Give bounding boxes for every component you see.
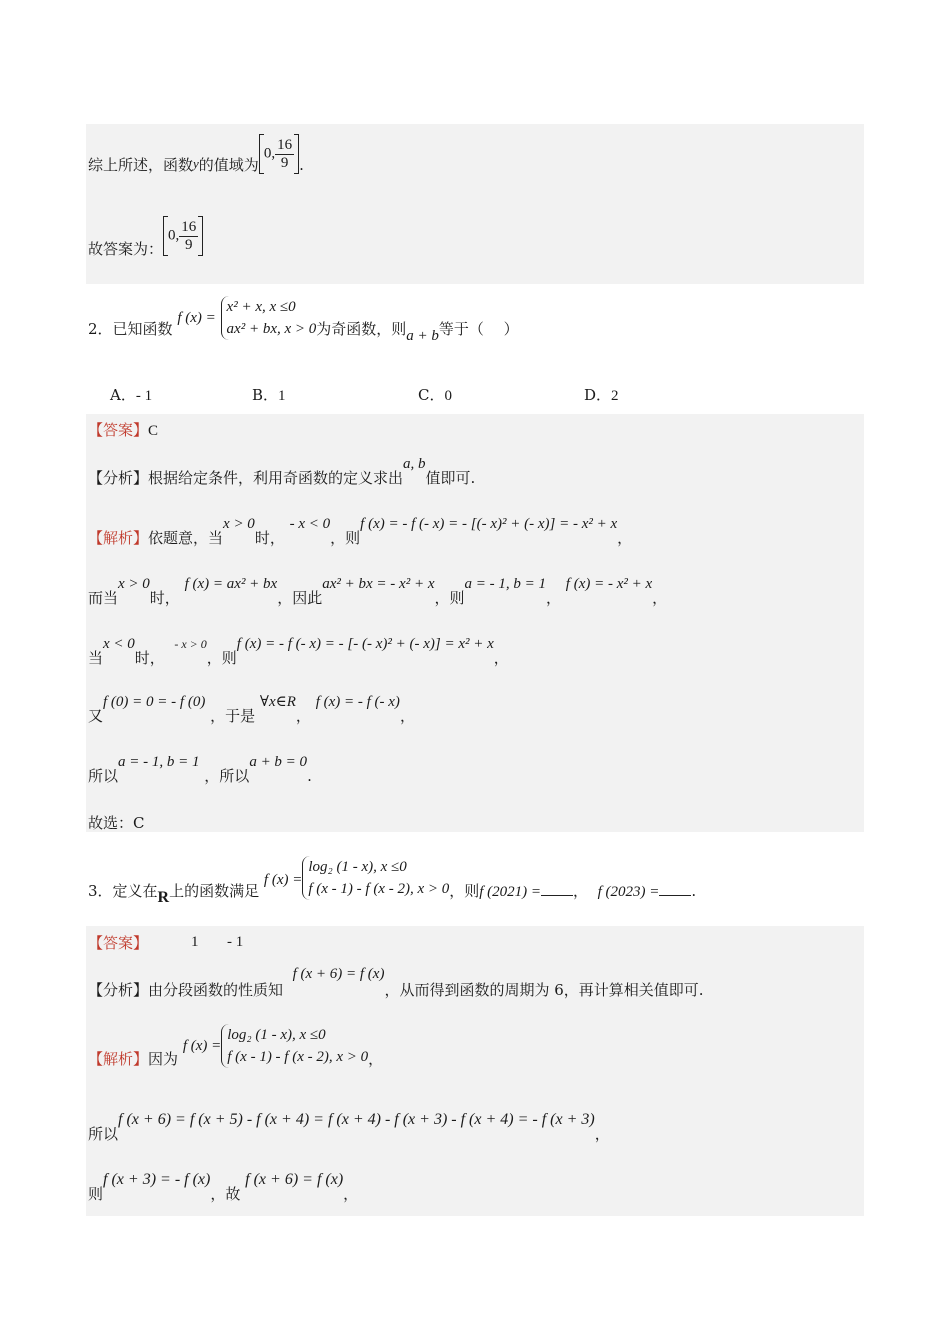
sol3-piecewise [221,1024,368,1068]
sol2-final [88,812,144,833]
option-b-label: B． [252,386,279,404]
sol3-l1-a: 因为 [148,1050,179,1068]
sol2-l1-a: 依题意，当 [148,529,224,547]
period: . [299,156,304,174]
q3-number: 3．定义在 [88,882,158,900]
option-b[interactable] [252,384,286,405]
sol3-l3-m2: f (x + 6) = f (x) [245,1171,344,1188]
sol3-analysis-b: ，从而得到函数的周期为 6，再计算相关值即可. [384,981,704,999]
sol3-ans-1: 1 [190,934,199,950]
sol3-l3-a: 则 [88,1185,104,1203]
sol3-answer-tag: 【答案】 [88,934,149,952]
q3-after: ，则 [449,882,480,900]
q2-piece-2: ax² + bx, x > 0 [226,321,317,337]
option-d-label: D． [584,386,612,404]
question-3 [88,842,697,906]
interval-left: 0, [263,145,276,162]
q2-number: 2．已知函数 [88,320,173,338]
fraction [275,137,294,172]
sol2-l5-m2: a + b = 0 [249,754,308,770]
q3-fx: f (x) = [263,872,303,888]
sol2-l5-a: 所以 [88,767,119,785]
sol2-final-text: 故选：C [88,814,145,832]
sol2-l5-m1: a = - 1, b = 1 [118,754,200,770]
sol2-explain-tag: 【解析】 [88,529,149,547]
q3-blank-2[interactable] [659,881,691,896]
sol2-l4-m1: f (0) = 0 = - f (0) [103,694,206,710]
sol2-l4-a: 又 [88,707,104,725]
q2-after: 为奇函数，则 [316,320,407,338]
q3-real-set: R [157,889,170,906]
sol2-l2-m5: f (x) = - x² + x [565,576,653,592]
sol2-line-3 [88,632,509,667]
summary-prefix: 综上所述，函数 [88,156,194,174]
sol2-l1-d: ， [617,529,633,547]
sol2-l4-d: ， [399,707,415,725]
sol2-l3-m2: - x > 0 [174,637,207,651]
sol3-analysis [88,962,704,999]
sol2-l1-m1: x > 0 [223,516,255,532]
fraction-denominator: 9 [280,154,289,171]
sol2-l1-m3: f (x) = - f (- x) = - [(- x)² + (- x)] = - x² + x [360,516,618,532]
sol2-l3-m3: f (x) = - f (- x) = - [- (- x)² + (- x)] = x² + x [236,636,494,652]
sol2-l2-a: 而当 [88,589,119,607]
answer-fraction-den: 9 [185,236,193,253]
sol3-analysis-tag: 【分析】 [88,981,149,999]
sol2-l4-m2: ∀x∈R [259,694,296,710]
q3-piece-1: log₂ (1 - x), x ≤0 [308,859,407,875]
sol2-l2-b: 时， [149,589,180,607]
sol3-line-3 [88,1168,359,1203]
sol2-l3-m1: x < 0 [103,636,135,652]
q2-ab: a + b [406,328,439,344]
range-interval [259,134,299,174]
question-2 [88,296,519,344]
sol2-l4-b: ，于是 [210,707,256,725]
sol2-l1-c: ，则 [330,529,361,547]
sol2-l5-b: ，所以 [204,767,250,785]
q3-f2021: f (2021) = [479,884,542,900]
sol2-analysis [88,452,476,487]
answer-line-1 [88,212,203,270]
sol2-line-2 [88,572,668,607]
sol2-analysis-end: 值即可. [425,469,476,487]
sol3-l2-b: ， [594,1125,610,1143]
option-b-value: 1 [278,388,286,404]
range-summary-line [88,128,304,186]
option-d[interactable] [584,384,619,405]
sol2-l5-c: . [307,767,312,785]
summary-mid: 的值域为 [198,156,259,174]
sol2-l2-m2: f (x) = ax² + bx [184,576,278,592]
sol3-ans-2: - 1 [227,934,244,950]
sol2-l3-a: 当 [88,649,104,667]
sol2-answer-value: C [148,423,159,439]
sol2-analysis-text: 根据给定条件，利用奇函数的定义求出 [148,469,404,487]
sol3-l2-m: f (x + 6) = f (x + 5) - f (x + 4) = f (x + 4) - f (x + 3) - f (x + 4) = - f (x + 3) [118,1111,595,1128]
sol3-l2-a: 所以 [88,1125,119,1143]
option-a[interactable] [110,384,152,405]
sol3-piece-2: f (x - 1) - f (x - 2), x > 0 [227,1049,369,1065]
option-a-label: A． [110,386,136,404]
sol2-l2-m4: a = - 1, b = 1 [464,576,546,592]
option-c-label: C． [418,386,445,404]
sol2-l2-e: ， [546,589,562,607]
sol2-answer-tag: 【答案】 [88,421,149,439]
q2-fx: f (x) = [177,310,216,326]
q2-piecewise [221,296,317,340]
sol2-answer [88,419,158,440]
q3-comma: ， [573,882,589,900]
sol3-line-2 [88,1108,610,1143]
sol2-l4-c: ， [295,707,311,725]
option-d-value: 2 [611,388,619,404]
sol2-l2-m1: x > 0 [118,576,150,592]
answer-interval: 0, $\frac{16}{9}$ [163,216,203,256]
sol3-analysis-m: f (x + 6) = f (x) [292,966,385,982]
sol2-line-1 [88,512,633,547]
sol2-l2-f: ， [652,589,668,607]
answer-prefix: 故答案为： [88,240,164,258]
sol2-l1-b: 时， [254,529,285,547]
sol3-l3-c: ， [343,1185,359,1203]
q3-piece-2: f (x - 1) - f (x - 2), x > 0 [308,881,450,897]
sol2-analysis-var: a, b [403,456,426,472]
q3-blank-1[interactable] [541,881,573,896]
q2-piece-1: x² + x, x ≤0 [226,299,296,315]
sol3-l1-fx: f (x) = [182,1038,222,1054]
q3-end: . [691,882,697,900]
sol2-l4-m3: f (x) = - f (- x) [315,694,400,710]
q3-f2023: f (2023) = [597,884,660,900]
option-a-value: - 1 [135,388,153,404]
sol3-l1-b: ， [368,1050,384,1068]
sol3-l3-b: ，故 [210,1185,241,1203]
fraction-numerator: 16 [277,136,293,153]
answer-fraction-num: 16 [181,218,197,235]
q3-mid: 上的函数满足 [169,882,260,900]
sol2-line-5 [88,750,312,785]
option-c-value: 0 [444,388,452,404]
q3-piecewise [302,856,449,900]
sol3-answer [88,930,243,951]
sol2-l3-d: ， [493,649,509,667]
sol2-line-4 [88,690,415,725]
sol3-piece-1: log₂ (1 - x), x ≤0 [227,1027,326,1043]
sol2-l2-d: ，则 [434,589,465,607]
sol2-l1-m2: - x < 0 [289,516,331,532]
var-y: y [193,156,199,171]
q2-ask: 等于（ ） [438,320,519,338]
sol2-l2-m3: ax² + bx = - x² + x [322,576,435,592]
sol3-explain-tag: 【解析】 [88,1050,149,1068]
sol3-analysis-a: 由分段函数的性质知 [148,981,284,999]
sol3-line-1 [88,1024,383,1068]
option-c[interactable] [418,384,452,405]
sol2-l3-c: ，则 [206,649,237,667]
sol2-analysis-tag: 【分析】 [88,469,149,487]
sol2-l2-c: ，因此 [277,589,323,607]
sol2-l3-b: 时， [134,649,165,667]
sol3-l3-m1: f (x + 3) = - f (x) [103,1171,211,1188]
